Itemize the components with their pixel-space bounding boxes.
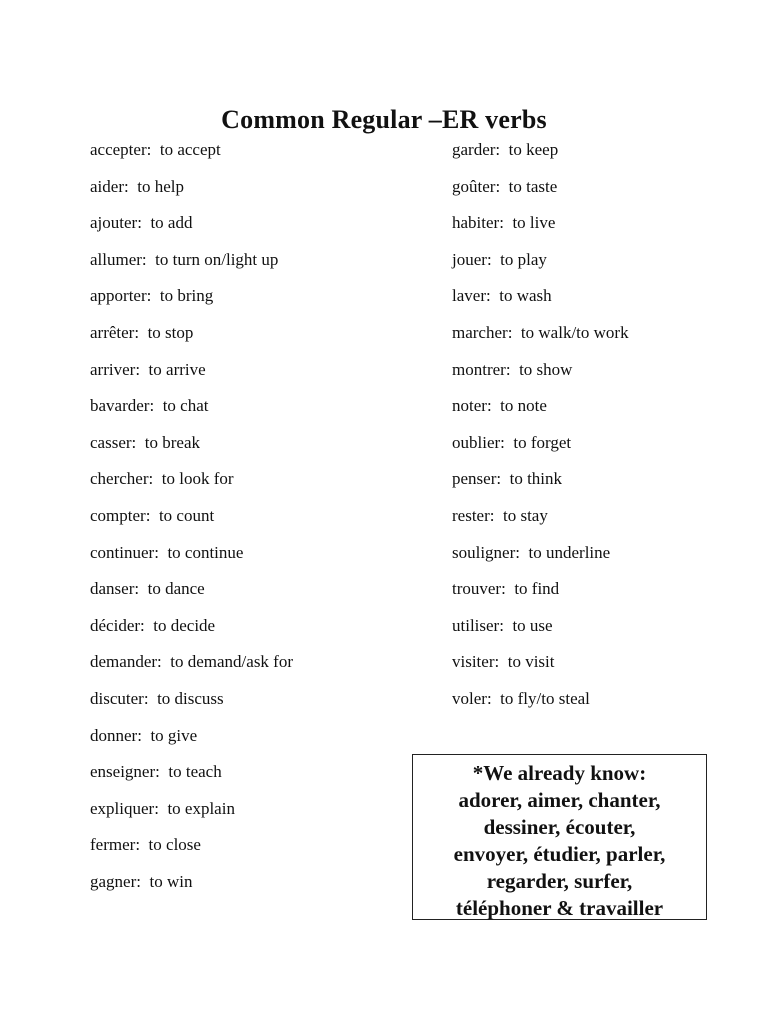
verb-entry (90, 137, 293, 174)
english-translation: to stop (147, 322, 194, 342)
french-verb: garder (452, 140, 496, 159)
separator (154, 543, 167, 562)
verb-entry (452, 393, 629, 430)
english-translation: to chat (162, 396, 209, 416)
english-translation: to live (512, 213, 556, 233)
separator (495, 177, 508, 196)
verb-entry (90, 283, 293, 320)
verb-entry (90, 503, 293, 540)
page-title: Common Regular –ER verbs (221, 105, 547, 135)
french-verb: goûter (452, 176, 496, 196)
verb-entry (90, 686, 293, 723)
french-verb: montrer (452, 359, 506, 379)
separator (500, 433, 513, 452)
verb-entry (90, 466, 293, 503)
separator (486, 286, 499, 305)
separator (506, 360, 519, 379)
verb-entry (90, 210, 293, 247)
verb-entry (452, 576, 629, 613)
verb-entry (452, 247, 629, 284)
separator (134, 579, 147, 598)
verb-entry (452, 686, 629, 723)
english-translation: to keep (508, 140, 559, 159)
english-translation: to look for (161, 469, 234, 489)
separator (490, 506, 503, 525)
french-verb: oublier (452, 432, 501, 452)
french-verb: habiter (452, 213, 500, 233)
verb-entry (90, 393, 293, 430)
separator (499, 213, 512, 232)
english-translation: to underline (528, 542, 611, 562)
english-translation: to break (144, 432, 200, 452)
verb-entry (90, 320, 293, 357)
separator (496, 469, 509, 488)
verb-entry (90, 613, 293, 650)
separator (149, 469, 162, 488)
verb-entry (90, 430, 293, 467)
english-translation: to arrive (148, 359, 206, 379)
separator (501, 579, 514, 598)
verb-entry (452, 613, 629, 650)
verb-entry (452, 137, 629, 174)
english-translation: to explain (167, 798, 235, 818)
english-translation: to close (148, 835, 201, 855)
french-verb: souligner (452, 542, 516, 562)
english-translation: to walk/to work (520, 322, 629, 342)
french-verb: casser (90, 432, 132, 452)
verb-entry (452, 466, 629, 503)
separator (124, 177, 137, 196)
note-line: envoyer, étudier, parler, (453, 842, 666, 866)
separator (134, 323, 147, 342)
verb-entry (452, 210, 629, 247)
english-translation: to demand/ask for (170, 652, 294, 672)
verb-entry (90, 247, 293, 284)
french-verb: danser (90, 579, 135, 599)
separator (142, 250, 155, 269)
english-translation: to count (158, 505, 215, 525)
separator (487, 250, 500, 269)
verb-entry (452, 649, 629, 686)
separator (144, 689, 157, 708)
separator (499, 616, 512, 635)
verb-entry (90, 759, 293, 796)
french-verb: demander (90, 652, 158, 672)
english-translation: to decide (153, 615, 216, 635)
english-translation: to continue (167, 542, 244, 562)
separator (136, 872, 149, 891)
verb-list-left (90, 137, 293, 905)
separator (487, 396, 500, 415)
english-translation: to give (150, 725, 198, 745)
verb-entry (452, 174, 629, 211)
note-line: regarder, surfer, (486, 869, 633, 893)
french-verb: allumer (90, 249, 142, 269)
french-verb: décider (90, 615, 141, 635)
separator (137, 726, 150, 745)
french-verb: accepter (90, 140, 147, 159)
separator (487, 689, 500, 708)
french-verb: chercher (90, 469, 149, 489)
verb-entry (90, 174, 293, 211)
separator (154, 799, 167, 818)
french-verb: jouer (452, 249, 487, 269)
note-line: téléphoner & travailler (455, 896, 664, 920)
french-verb: arrêter (90, 322, 135, 342)
separator (495, 652, 508, 671)
english-translation: to stay (503, 505, 548, 525)
verb-entry (90, 576, 293, 613)
english-translation: to visit (507, 652, 555, 672)
english-translation: to fly/to steal (500, 688, 590, 708)
french-verb: arriver (90, 359, 136, 379)
french-verb: bavarder (90, 396, 150, 416)
separator (147, 286, 160, 305)
verb-entry (90, 869, 293, 906)
separator (135, 360, 148, 379)
separator (515, 543, 528, 562)
english-translation: to accept (159, 140, 221, 159)
english-translation: to teach (168, 762, 222, 782)
verb-entry (452, 283, 629, 320)
french-verb: noter (452, 396, 487, 416)
english-translation: to use (512, 615, 553, 635)
english-translation: to note (500, 396, 547, 416)
french-verb: discuter (90, 688, 144, 708)
english-translation: to discuss (157, 688, 224, 708)
french-verb: fermer (90, 835, 136, 855)
verb-entry (90, 649, 293, 686)
verb-entry (90, 540, 293, 577)
french-verb: voler (452, 688, 487, 708)
english-translation: to show (519, 359, 573, 379)
english-translation: to find (514, 579, 560, 599)
english-translation: to help (137, 176, 184, 196)
verb-entry (452, 503, 629, 540)
verb-entry (452, 320, 629, 357)
separator (508, 323, 521, 342)
french-verb: rester (452, 505, 490, 525)
french-verb: compter (90, 505, 146, 525)
english-translation: to forget (513, 432, 572, 452)
french-verb: expliquer (90, 798, 155, 818)
english-translation: to dance (147, 579, 205, 599)
verb-entry (90, 832, 293, 869)
separator (137, 213, 150, 232)
separator (157, 652, 170, 671)
note-line: *We already know: (472, 761, 647, 785)
french-verb: visiter (452, 652, 495, 672)
french-verb: ajouter (90, 213, 138, 233)
separator (147, 140, 160, 159)
note-line: dessiner, écouter, (483, 815, 636, 839)
separator (132, 433, 145, 452)
english-translation: to turn on/light up (155, 249, 279, 269)
verb-entry (452, 540, 629, 577)
english-translation: to taste (508, 176, 558, 196)
verb-entry (452, 430, 629, 467)
french-verb: laver (452, 286, 486, 306)
separator (135, 835, 148, 854)
french-verb: donner (90, 725, 138, 745)
french-verb: utiliser (452, 615, 500, 635)
french-verb: aider (90, 176, 124, 196)
verb-list-right (452, 137, 629, 723)
english-translation: to add (150, 213, 193, 233)
separator (149, 396, 162, 415)
verb-entry (452, 357, 629, 394)
separator (495, 140, 508, 159)
separator (155, 762, 168, 781)
english-translation: to play (500, 249, 547, 269)
french-verb: apporter (90, 286, 147, 306)
english-translation: to wash (499, 286, 552, 306)
french-verb: gagner (90, 871, 137, 891)
english-translation: to bring (159, 286, 214, 306)
separator (140, 616, 153, 635)
french-verb: penser (452, 469, 497, 489)
note-line: adorer, aimer, chanter, (458, 788, 661, 812)
french-verb: trouver (452, 579, 502, 599)
english-translation: to think (509, 469, 563, 489)
french-verb: continuer (90, 542, 155, 562)
already-known-verbs-box (412, 754, 707, 920)
english-translation: to win (149, 871, 193, 891)
verb-entry (90, 357, 293, 394)
verb-entry (90, 796, 293, 833)
french-verb: enseigner (90, 762, 156, 782)
verb-entry (90, 723, 293, 760)
separator (146, 506, 159, 525)
french-verb: marcher (452, 322, 508, 342)
